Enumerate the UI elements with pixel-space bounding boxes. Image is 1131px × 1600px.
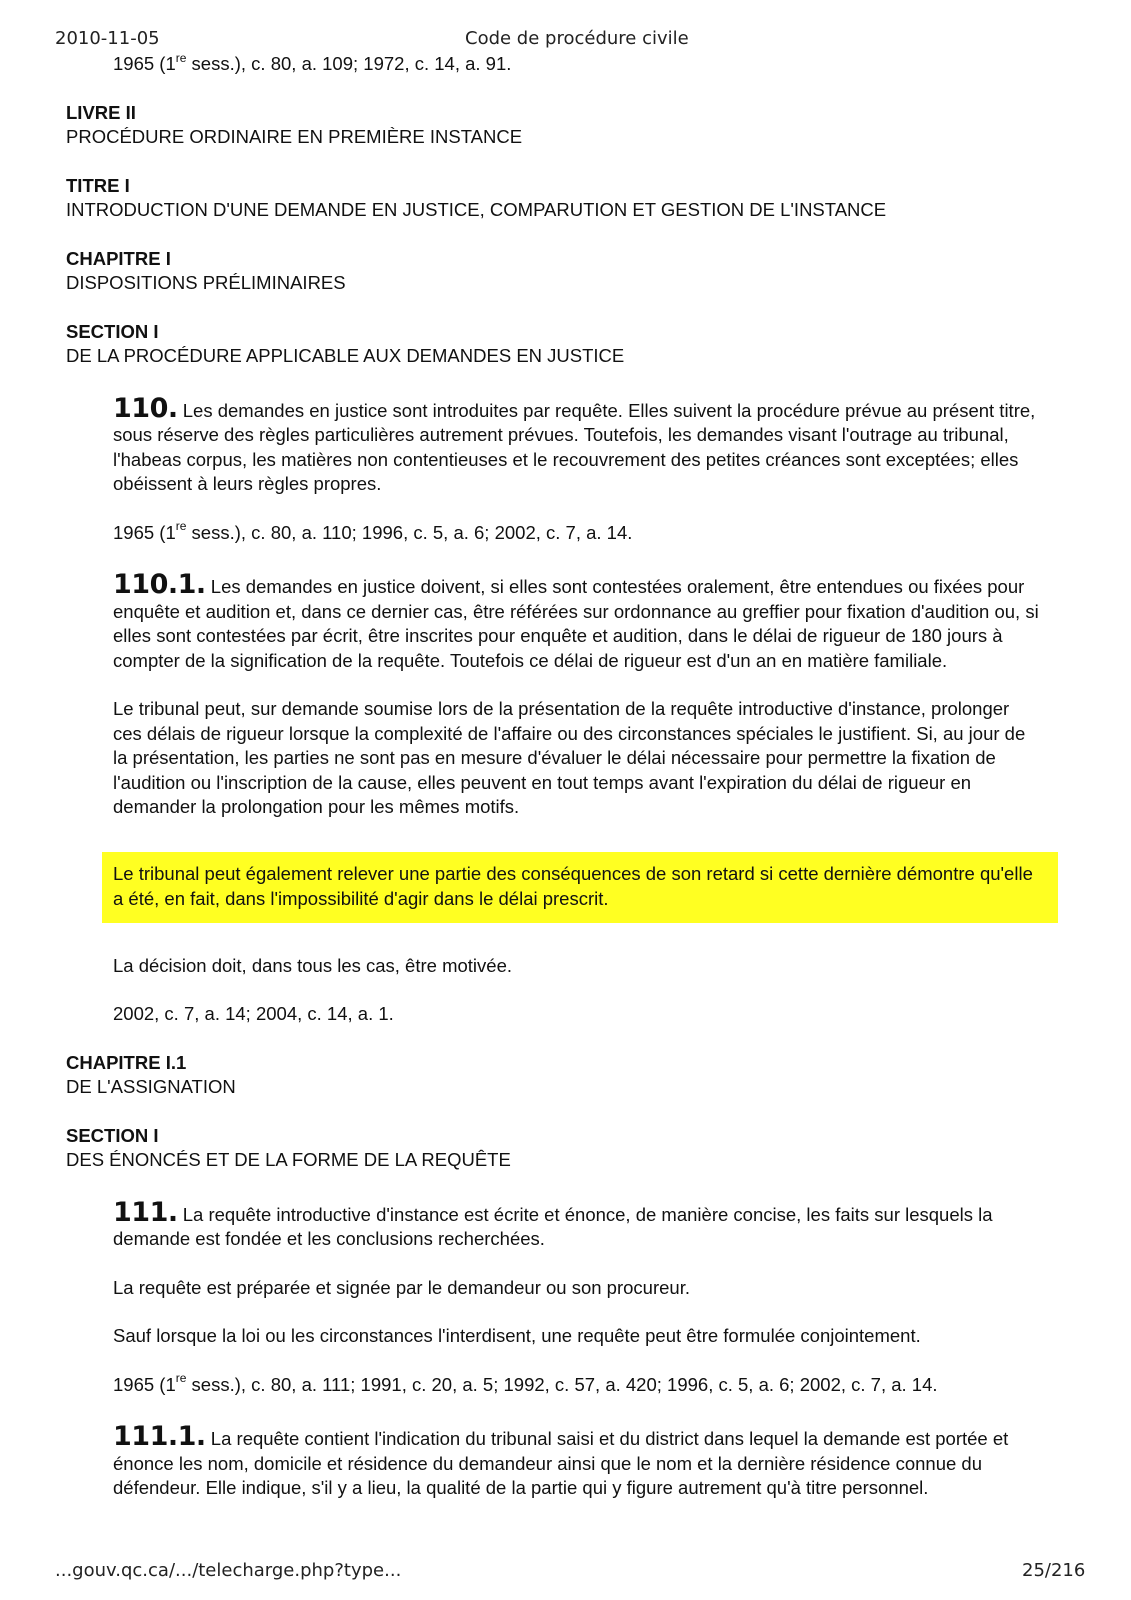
article-number: 111. [113, 1196, 178, 1228]
article-111-paragraph-3: Sauf lorsque la loi ou les circonstances l'interdisent, une requête peut être formulée conjointement. [113, 1325, 921, 1346]
article-text: La requête contient l'indication du tribunal saisi et du district dans lequel la demande est portée et énonce les nom, domicile et résidence du demandeur ainsi que le nom et la dernière résidence connue du défendeur. Elle indique, s'il y a lieu, la qualité de la partie qui y figure autrement qu'à titre personnel. [113, 1428, 1009, 1498]
chapitre-title: DE L'ASSIGNATION [66, 1076, 236, 1097]
article-number: 110. [113, 392, 178, 424]
article-number: 110.1. [113, 569, 206, 600]
history-note-109: 1965 (1re sess.), c. 80, a. 109; 1972, c. 14, a. 91. [113, 50, 512, 74]
document-body [66, 52, 1066, 1501]
section-label: SECTION I [66, 1124, 159, 1146]
section-heading-2 [66, 1124, 1066, 1173]
history-note-110: 1965 (1re sess.), c. 80, a. 110; 1996, c. 5, a. 6; 2002, c. 7, a. 14. [113, 519, 633, 543]
section-label: SECTION I [66, 320, 159, 342]
header-title: Code de procédure civile [465, 28, 689, 49]
section-title: DES ÉNONCÉS ET DE LA FORME DE LA REQUÊTE [66, 1149, 511, 1170]
article-110-1-paragraph-4: La décision doit, dans tous les cas, être motivée. [113, 954, 512, 976]
article-111 [113, 1196, 1043, 1252]
section-heading [66, 320, 1066, 369]
livre-heading [66, 101, 1066, 150]
highlighted-paragraph: Le tribunal peut également relever une partie des conséquences de son retard si cette dernière démontre qu'elle a été, en fait, dans l'impossibilité d'agir dans le délai prescrit. [102, 852, 1058, 923]
titre-title: INTRODUCTION D'UNE DEMANDE EN JUSTICE, COMPARUTION ET GESTION DE L'INSTANCE [66, 199, 887, 220]
chapitre-label: CHAPITRE I.1 [66, 1051, 187, 1073]
article-110-1-paragraph-2: Le tribunal peut, sur demande soumise lors de la présentation de la requête introductive d'instance, prolonger ces délais de rigueur lorsque la complexité de l'affaire ou des circonstances spéciales le justifient. Si, au jour de la présentation, les parties ne sont pas en mesure d'évaluer le délai nécessaire pour permettre la fixation de l'audition ou l'inscription de la cause, elles peuvent en tout temps avant l'expiration du délai de rigueur en demander la prolongation pour les mêmes motifs. [113, 698, 1026, 817]
article-111-paragraph-2: La requête est préparée et signée par le demandeur ou son procureur. [113, 1276, 690, 1298]
article-111-1 [113, 1421, 1043, 1501]
article-number: 111.1. [113, 1421, 206, 1452]
section-title: DE LA PROCÉDURE APPLICABLE AUX DEMANDES EN JUSTICE [66, 345, 625, 366]
article-text: La requête introductive d'instance est écrite et énonce, de manière concise, les faits sur lesquels la demande est fondée et les conclusions recherchées. [113, 1203, 993, 1249]
livre-label: LIVRE II [66, 101, 136, 123]
titre-heading [66, 174, 1066, 223]
history-note-110-1: 2002, c. 7, a. 14; 2004, c. 14, a. 1. [113, 1003, 394, 1024]
history-note-111: 1965 (1re sess.), c. 80, a. 111; 1991, c. 20, a. 5; 1992, c. 57, a. 420; 1996, c. 5, a. 6; 2002, c. 7, a. 14. [113, 1371, 938, 1395]
chapitre-title: DISPOSITIONS PRÉLIMINAIRES [66, 272, 346, 293]
article-text: Les demandes en justice doivent, si elles sont contestées oralement, être entendues ou fixées pour enquête et audition et, dans ce dernier cas, être référées sur ordonnance au greffier pour fixation d'audition ou, si elles sont contestées par écrit, être inscrites pour enquête et audition, dans le délai de rigueur de 180 jours à compter de la signification de la requête. Toutefois ce délai de rigueur est d'un an en matière familiale. [113, 576, 1039, 671]
titre-label: TITRE I [66, 174, 130, 196]
article-text: Les demandes en justice sont introduites par requête. Elles suivent la procédure prévue au présent titre, sous réserve des règles particulières autrement prévues. Toutefois, les demandes visant l'outrage au tribunal, l'habeas corpus, les matières non contentieuses et le recouvrement des petites créances sont exceptées; elles obéissent à leurs règles propres. [113, 399, 1036, 494]
chapitre-heading [66, 247, 1066, 296]
chapitre-1-1-heading [66, 1051, 1066, 1100]
article-110-1 [113, 569, 1043, 673]
page-number: 25/216 [1022, 1560, 1086, 1581]
livre-title: PROCÉDURE ORDINAIRE EN PREMIÈRE INSTANCE [66, 126, 523, 147]
header-date: 2010-11-05 [55, 28, 160, 49]
chapitre-label: CHAPITRE I [66, 247, 171, 269]
footer-url: ...gouv.qc.ca/.../telecharge.php?type... [55, 1560, 402, 1581]
article-110 [113, 392, 1043, 497]
